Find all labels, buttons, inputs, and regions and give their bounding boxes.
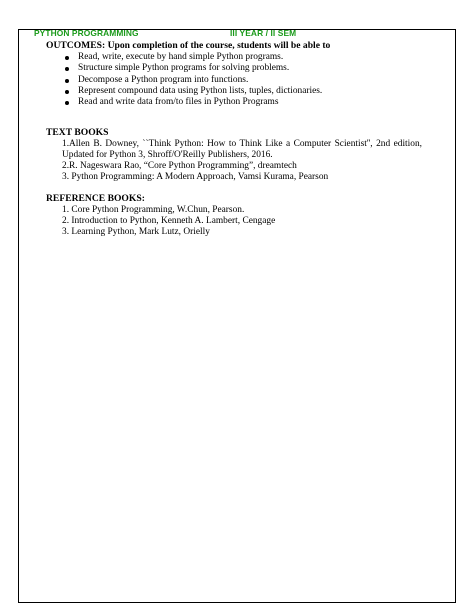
header-year-semester: III YEAR / II SEM [230,28,297,38]
outcome-text: Represent compound data using Python lists, tuples, dictionaries. [78,85,323,96]
text-books-heading: TEXT BOOKS [46,127,109,138]
list-item [62,86,322,97]
text-book-line: Updated for Python 3, Shroff/O'Reilly Publishers, 2016. [62,150,273,160]
outcome-text: Read, write, execute by hand simple Python programs. [78,52,284,62]
bullet-icon [65,56,69,60]
outcome-text: Read and write data from/to files in Python Programs [78,97,279,108]
bullet-icon [65,67,69,71]
header-course-title: PYTHON PROGRAMMING [34,28,139,38]
list-item [62,75,322,86]
bullet-icon [65,90,69,94]
reference-books-heading: REFERENCE BOOKS: [46,193,145,204]
list-item [62,97,322,108]
bullet-icon [65,101,69,105]
list-item [62,52,322,63]
outcomes-list [62,52,322,108]
reference-book-line: 1. Core Python Programming, W.Chun, Pearson. [62,205,245,215]
outcome-text: Structure simple Python programs for solving problems. [78,63,290,74]
bullet-icon [65,79,69,83]
reference-book-line: 3. Learning Python, Mark Lutz, Orielly [62,227,210,237]
outcomes-heading: OUTCOMES: Upon completion of the course, students will be able to [46,40,331,51]
outcome-text: Decompose a Python program into functions. [78,74,249,85]
list-item [62,63,322,74]
text-book-line: 1.Allen B. Downey, ``Think Python: How to Think Like a Computer Scientist'', 2nd edition, [62,139,422,149]
text-book-line: 3. Python Programming: A Modern Approach, Vamsi Kurama, Pearson [62,172,329,182]
reference-book-line: 2. Introduction to Python, Kenneth A. Lambert, Cengage [62,216,276,226]
text-book-line: 2.R. Nageswara Rao, “Core Python Programming”, dreamtech [62,161,297,171]
